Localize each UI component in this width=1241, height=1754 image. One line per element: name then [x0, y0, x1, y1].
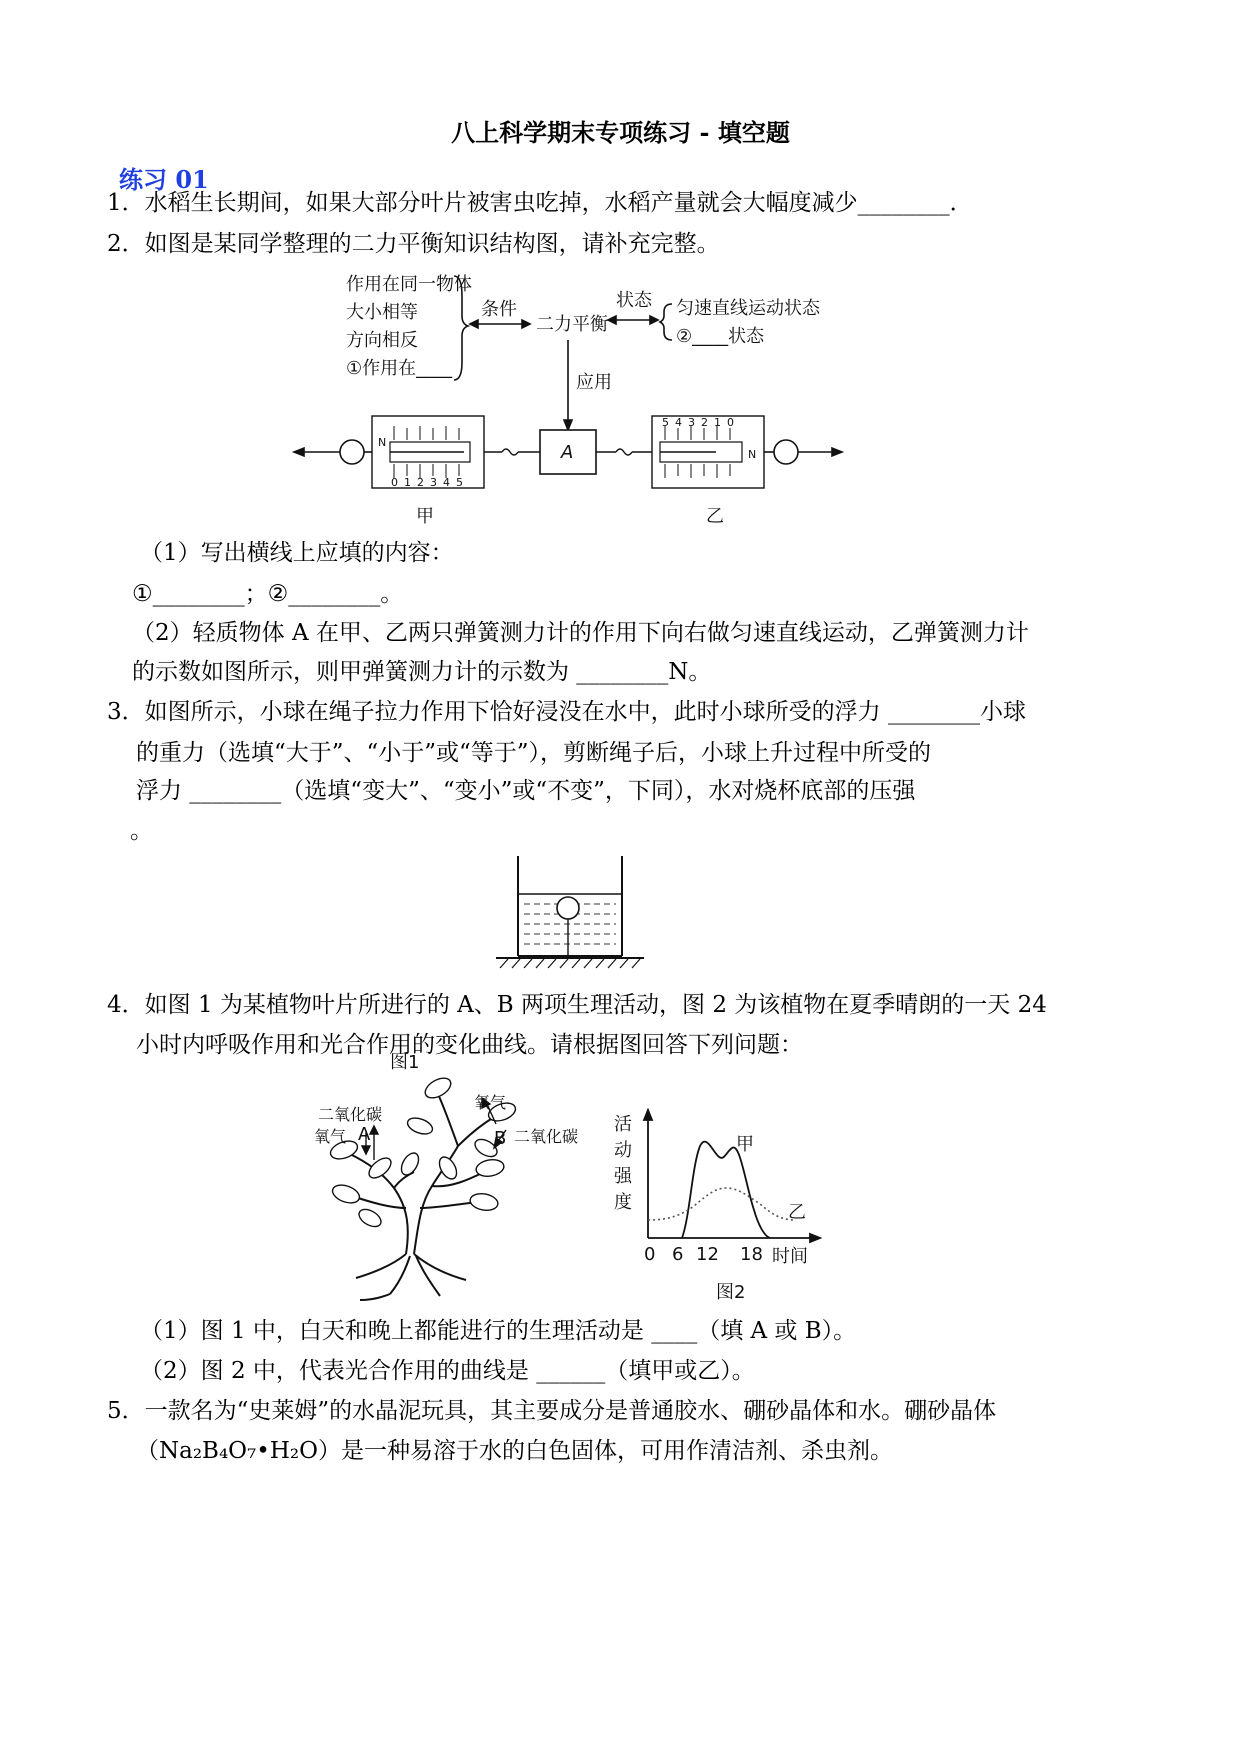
states-brace: [660, 304, 672, 340]
condition-1: 作用在同一物体: [346, 274, 472, 295]
x-tick-6: 6: [672, 1244, 684, 1265]
left-tick-1: 1: [404, 476, 411, 489]
page-title: 八上科学期末专项练习 - 填空题: [451, 118, 790, 147]
series-jia-label: 甲: [736, 1134, 754, 1155]
left-scale-label: 甲: [416, 506, 434, 527]
question-5-line1: 5．一款名为“史莱姆”的水晶泥玩具，其主要成分是普通胶水、硼砂晶体和水。硼砂晶体: [107, 1398, 997, 1424]
object-a-label: A: [561, 442, 574, 463]
apply-arrow: [564, 340, 572, 430]
left-tick-4: 4: [443, 476, 450, 489]
x-tick-12: 12: [696, 1244, 719, 1265]
question-4-sub2: （2）图 2 中，代表光合作用的曲线是 ______（填甲或乙）。: [140, 1358, 755, 1384]
question-3-line4: 。: [130, 818, 153, 844]
right-tick-3: 3: [688, 416, 695, 429]
y-label-4: 度: [614, 1192, 632, 1213]
left-tick-0: 0: [391, 476, 398, 489]
figure-2-caption: 图2: [716, 1282, 746, 1303]
question-2-sub1: （1）写出横线上应填的内容：: [140, 540, 454, 566]
plant-figure: [310, 1052, 610, 1308]
question-2-sub2-line1: （2）轻质物体 A 在甲、乙两只弹簧测力计的作用下向右做匀速直线运动，乙弹簧测力计: [132, 620, 1029, 646]
left-unit-label: N: [378, 436, 387, 449]
question-4-line2: 小时内呼吸作用和光合作用的变化曲线。请根据图回答下列问题：: [136, 1032, 803, 1058]
co2-label-a: 二氧化碳: [318, 1105, 383, 1124]
balance-center: 二力平衡: [536, 314, 608, 335]
activity-chart: [608, 1106, 848, 1306]
left-tick-2: 2: [417, 476, 424, 489]
spring-scale-left: [340, 416, 540, 489]
y-label-2: 动: [614, 1140, 632, 1161]
process-a-label: A: [358, 1124, 371, 1145]
question-2-sub1-blanks: ①________；②________。: [132, 581, 404, 607]
question-1: 1．水稻生长期间，如果大部分叶片被害虫吃掉，水稻产量就会大幅度减少________．: [107, 190, 973, 216]
state-1: 匀速直线运动状态: [676, 298, 820, 319]
two-force-balance-diagram: [290, 262, 850, 532]
condition-label: 条件: [481, 299, 517, 320]
beaker-ball-figure: [490, 852, 650, 976]
series-jia-curve: [682, 1142, 770, 1238]
spring-scale-right: [596, 416, 798, 488]
x-tick-18: 18: [740, 1244, 763, 1265]
state-2: ②____状态: [676, 326, 765, 347]
right-tick-1: 1: [714, 416, 721, 429]
question-3-line2: 的重力（选填“大于”、“小于”或“等于”），剪断绳子后，小球上升过程中所受的: [136, 740, 932, 766]
ball: [557, 897, 579, 919]
question-3-line3: 浮力 ________（选填“变大”、“变小”或“不变”，下同），水对烧杯底部的压强: [136, 778, 916, 804]
figure-1-caption: 图1: [390, 1052, 420, 1073]
left-tick-3: 3: [430, 476, 437, 489]
question-2-sub2-line2: 的示数如图所示，则甲弹簧测力计的示数为 ________N。: [132, 659, 712, 685]
series-yi-label: 乙: [788, 1202, 806, 1223]
right-unit-label: N: [748, 448, 757, 461]
series-yi-curve: [648, 1188, 796, 1220]
x-tick-0: 0: [644, 1244, 656, 1265]
condition-4: ①作用在____: [346, 358, 453, 379]
apply-label: 应用: [576, 372, 612, 393]
question-4-sub1: （1）图 1 中，白天和晚上都能进行的生理活动是 ____（填 A 或 B）。: [140, 1318, 857, 1344]
left-tick-5: 5: [456, 476, 463, 489]
question-2-stem: 2．如图是某同学整理的二力平衡知识结构图，请补充完整。: [107, 231, 720, 257]
question-4-line1: 4．如图 1 为某植物叶片所进行的 A、B 两项生理活动，图 2 为该植物在夏季晴朗的一天 24: [107, 992, 1047, 1018]
o2-label-b: 氧气: [474, 1093, 507, 1112]
y-label-1: 活: [614, 1114, 632, 1135]
condition-2: 大小相等: [346, 302, 418, 323]
right-tick-2: 2: [701, 416, 708, 429]
question-3-line1: 3．如图所示，小球在绳子拉力作用下恰好浸没在水中，此时小球所受的浮力 ________小球: [107, 699, 1026, 725]
section-heading: 练习 01: [119, 165, 209, 194]
y-label-3: 强: [614, 1166, 632, 1187]
state-arrow: [608, 316, 658, 324]
co2-label-b: 二氧化碳: [514, 1127, 579, 1146]
process-b-label: B: [494, 1128, 507, 1149]
right-tick-0: 0: [727, 416, 734, 429]
question-5-line2: （Na₂B₄O₇•H₂O）是一种易溶于水的白色固体，可用作清洁剂、杀虫剂。: [136, 1438, 893, 1464]
right-tick-4: 4: [675, 416, 682, 429]
o2-label-a: 氧气: [314, 1127, 347, 1146]
condition-arrow: [470, 320, 530, 328]
condition-3: 方向相反: [346, 330, 418, 351]
x-axis-label: 时间: [772, 1246, 808, 1267]
right-tick-5: 5: [662, 416, 669, 429]
state-label: 状态: [616, 290, 652, 311]
right-scale-label: 乙: [706, 506, 724, 527]
